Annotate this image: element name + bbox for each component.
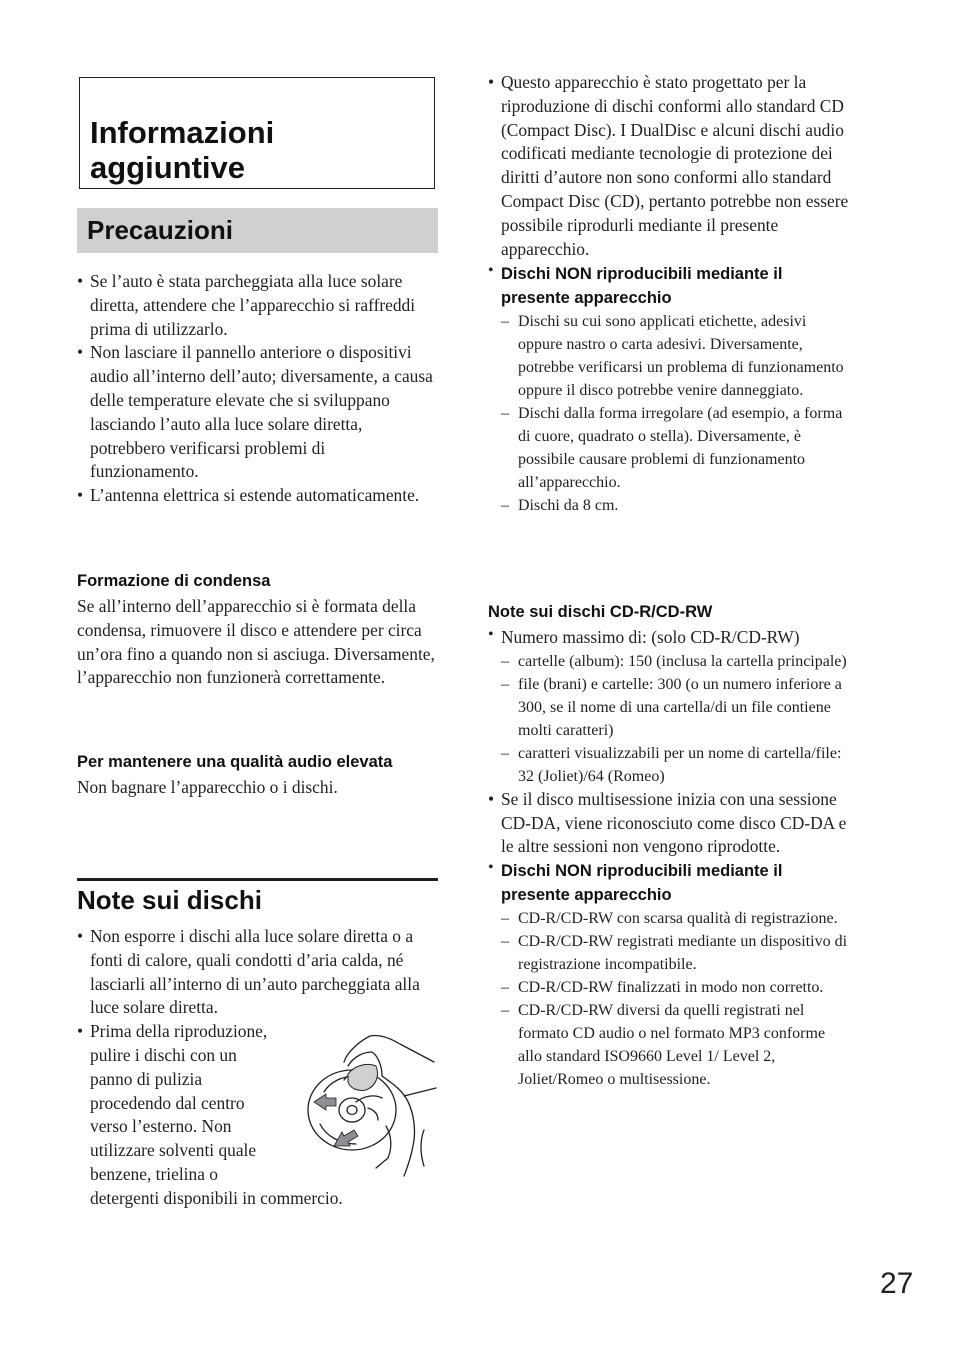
cd-cleaning-illustration (304, 1032, 439, 1177)
chapter-title: Informazioni aggiuntive (90, 115, 275, 185)
dash-list (488, 310, 850, 517)
dash-list (488, 650, 850, 788)
section-band-precauzioni (77, 208, 438, 253)
subheading-condensa: Formazione di condensa (77, 572, 271, 590)
cdr-list (488, 626, 850, 1091)
qualita-block (77, 750, 397, 800)
section-heading-note-dischi: Note sui dischi (77, 885, 262, 915)
section-heading-precauzioni: Precauzioni (87, 215, 233, 245)
label-non-riproducibili: • Dischi NON riproducibili mediante il presente apparecchio (501, 862, 783, 905)
paragraph-qualita: Non bagnare l’apparecchio o i dischi. (77, 777, 338, 797)
condensa-block (77, 569, 438, 690)
right-column (488, 71, 850, 517)
label-non-riproducibili: • Dischi NON riproducibili mediante il presente apparecchio (501, 265, 783, 308)
text-line: detergenti disponibili in commercio. (90, 1187, 343, 1208)
list-item: • Non esporre i dischi alla luce solare diretta o a fonti di calore, quali condotti d’aria calda, né lasciarli all’interno di un’auto parcheggiata alla luce solare diretta. (77, 925, 438, 1020)
dash-item: – CD-R/CD-RW diversi da quelli registrati nel formato CD audio o nel formato MP3 conforme allo standard ISO9660 Level 1/ Level 2, Joliet/Romeo o multisessione. (488, 999, 850, 1091)
dash-item: – caratteri visualizzabili per un nome di cartella/file: 32 (Joliet)/64 (Romeo) (488, 742, 850, 788)
dash-item: – CD-R/CD-RW finalizzati in modo non corretto. (488, 976, 850, 999)
list-item: • L’antenna elettrica si estende automaticamente. (77, 484, 438, 508)
cdr-block (488, 600, 850, 1091)
arrow-outward-icon (314, 1094, 336, 1110)
precauzioni-body (77, 270, 438, 508)
text-line: verso l’esterno. Non (90, 1116, 232, 1137)
precauzioni-list (77, 270, 438, 508)
paragraph-condensa: Se all’interno dell’apparecchio si è formata della condensa, rimuovere il disco e attendere per circa un’ora fino a quando non si asciuga. Diversamente, l’apparecchio non funzionerà correttamente. (77, 596, 435, 688)
section-note-dischi (77, 878, 438, 915)
dash-item: – Dischi dalla forma irregolare (ad esempio, a forma di cuore, quadrato o stella). Diversamente, è possibile causare problemi di funzionamento all’apparecchio. (488, 402, 850, 494)
list-item (488, 626, 850, 788)
cleaning-cloth-icon (348, 1064, 378, 1090)
dash-list (488, 907, 850, 1091)
text-line: benzene, trielina o (90, 1163, 218, 1184)
text-line: pulire i dischi con un (90, 1044, 237, 1065)
list-item-non-riproducibili (488, 859, 850, 1091)
list-item: • Se l’auto è stata parcheggiata alla luce solare diretta, attendere che l’apparecchio si raffreddi prima di utilizzarlo. (77, 270, 438, 341)
list-item: • Non lasciare il pannello anteriore o dispositivi audio all’interno dell’auto; diversamente, a causa delle temperature elevate che si sviluppano lasciando l’auto alla luce solare diretta, potrebbero verificarsi problemi di funzionamento. (77, 341, 438, 484)
dash-item: – file (brani) e cartelle: 300 (o un numero inferiore a 300, se il nome di una cartella/di un file contiene molti caratteri) (488, 673, 850, 742)
list-item-non-riproducibili (488, 262, 850, 517)
cdr-bullet-text: • Numero massimo di: (solo CD-R/CD-RW) (501, 627, 800, 647)
non-riproducibili-list (488, 262, 850, 517)
dash-item: – cartelle (album): 150 (inclusa la cartella principale) (488, 650, 850, 673)
note-dischi-list-cont (488, 71, 850, 261)
text-line: procedendo dal centro (90, 1092, 245, 1113)
dash-item: – Dischi da 8 cm. (488, 494, 850, 517)
chapter-title-box (79, 77, 435, 189)
text-line: panno di pulizia (90, 1068, 203, 1089)
dash-item: – CD-R/CD-RW con scarsa qualità di registrazione. (488, 907, 850, 930)
text-line: utilizzare solventi quale (90, 1140, 257, 1161)
page-number: 27 (880, 1267, 914, 1300)
text-line: • Prima della riproduzione, (90, 1021, 268, 1042)
list-item: • Se il disco multisessione inizia con una sessione CD-DA, viene riconosciuto come disco CD-DA e le altre sessioni non vengono riprodotte. (488, 788, 850, 859)
dash-item: – Dischi su cui sono applicati etichette, adesivi oppure nastro o carta adesivi. Diversamente, potrebbe verificarsi un problema di funzionamento oppure il disco potrebbe venire danneggiato. (488, 310, 850, 402)
dash-item: – CD-R/CD-RW registrati mediante un dispositivo di registrazione incompatibile. (488, 930, 850, 976)
subheading-cdr: Note sui dischi CD-R/CD-RW (488, 603, 713, 621)
subheading-qualita: Per mantenere una qualità audio elevata (77, 753, 393, 771)
list-item: • Questo apparecchio è stato progettato per la riproduzione di dischi conformi allo standard CD (Compact Disc). I DualDisc e alcuni dischi audio codificati mediante tecnologie di protezione dei diritti d’autore non sono conformi allo standard Compact Disc (CD), pertanto potrebbe non essere possibile riprodurli mediante il presente apparecchio. (488, 71, 850, 261)
